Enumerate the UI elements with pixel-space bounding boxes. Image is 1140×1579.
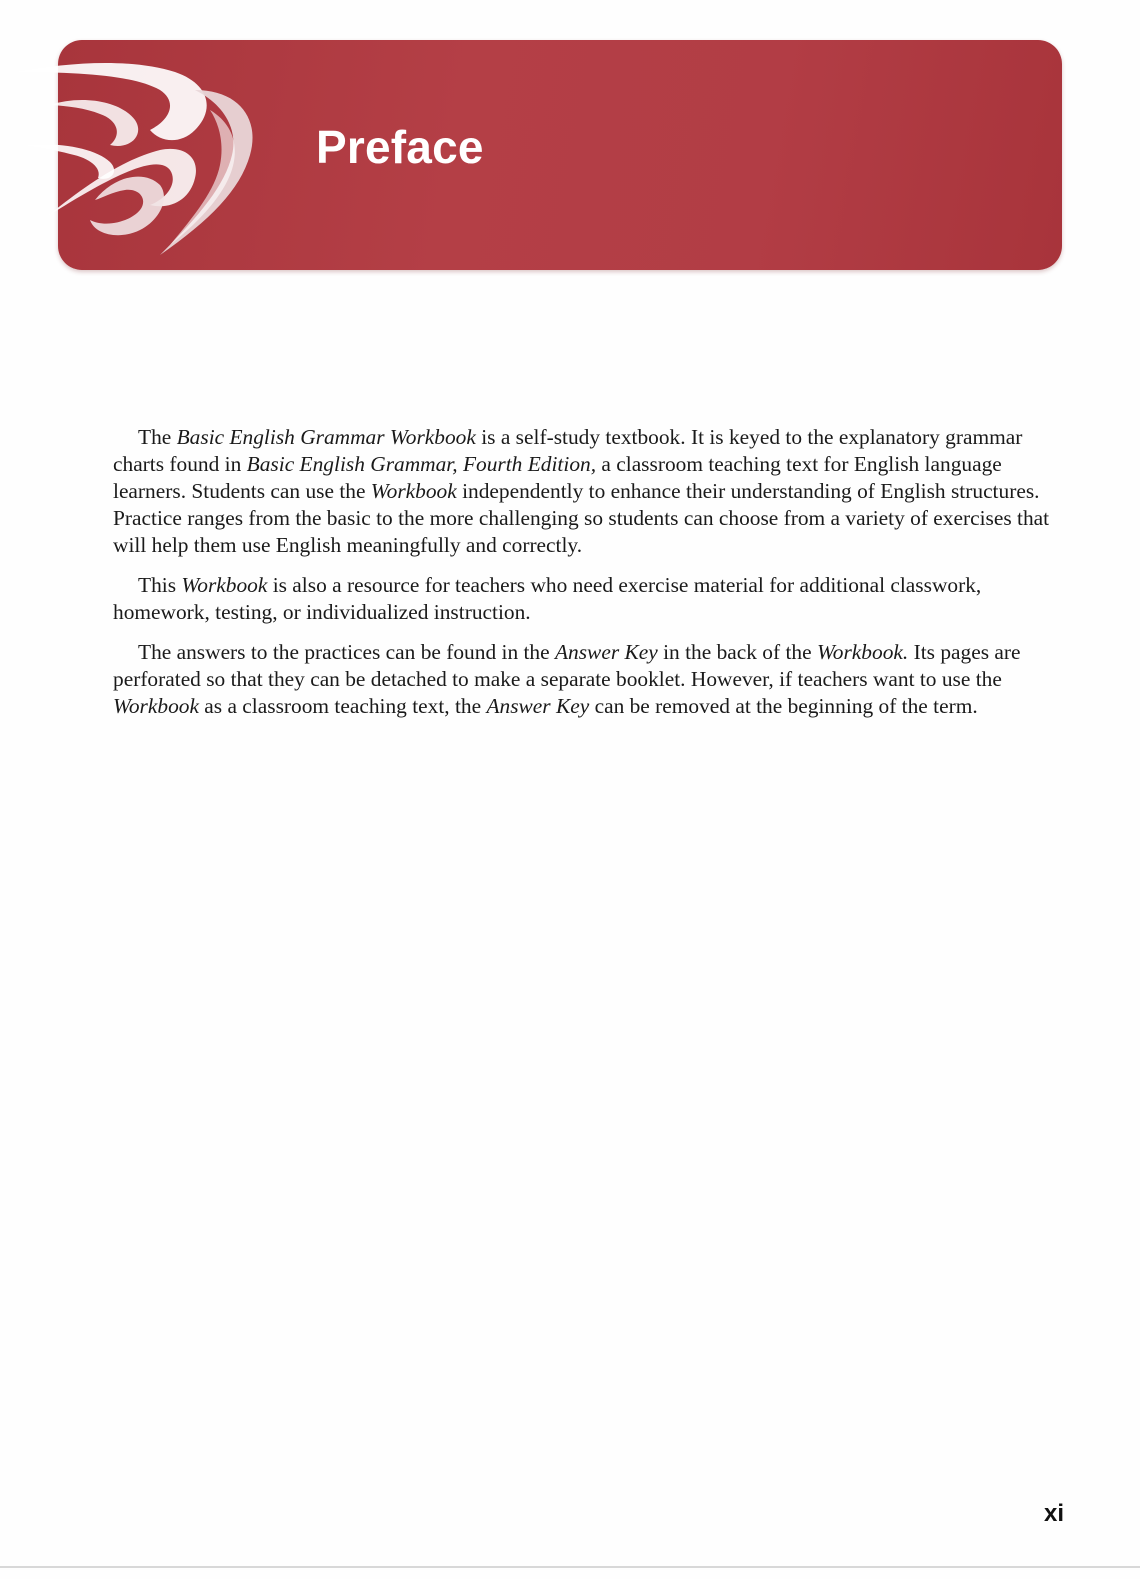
paragraph-text: a classroom teaching text for English language learners. Students can use the xyxy=(113,452,1002,503)
page-bottom-edge xyxy=(0,1566,1140,1568)
paragraph-text: can be removed at the beginning of the term. xyxy=(589,694,978,718)
italic-title-text: Workbook xyxy=(370,479,457,503)
swallow-bird-icon xyxy=(10,50,280,265)
paragraph-text: This xyxy=(138,573,182,597)
italic-title-text: Workbook xyxy=(181,573,268,597)
italic-title-text: Basic English Grammar Workbook xyxy=(176,425,476,449)
paragraph-text: as a classroom teaching text, the xyxy=(198,694,487,718)
italic-title-text: Workbook xyxy=(113,694,199,718)
page-title: Preface xyxy=(316,121,484,173)
paragraph xyxy=(113,572,1058,626)
paragraph-text: is also a resource for teachers who need exercise material for additional classwork, homework, testing, or individualized instruction. xyxy=(113,573,982,624)
paragraph-text: in the back of the xyxy=(657,640,817,664)
italic-title-text: Answer Key xyxy=(554,640,658,664)
paragraph xyxy=(113,639,1058,720)
italic-title-text: Answer Key xyxy=(486,694,590,718)
paragraph xyxy=(113,424,1058,559)
paragraph-text: Its pages are perforated so that they can be detached to make a separate booklet. However, if teachers want to use the xyxy=(113,640,1021,691)
paragraph-text: The xyxy=(138,425,177,449)
preface-body xyxy=(113,424,1058,733)
paragraph-text: is a self-study textbook. It is keyed to the explanatory grammar charts found in xyxy=(113,425,1023,476)
italic-title-text: Basic English Grammar, Fourth Edition, xyxy=(246,452,597,476)
paragraph-text: independently to enhance their understanding of English structures. Practice ranges from the basic to the more challenging so students can choose from a variety of exercises that will help them use English meaningfully and correctly. xyxy=(113,479,1050,557)
italic-title-text: Workbook. xyxy=(816,640,909,664)
page-number: xi xyxy=(1043,1500,1064,1527)
paragraph-text: The answers to the practices can be found in the xyxy=(138,640,555,664)
